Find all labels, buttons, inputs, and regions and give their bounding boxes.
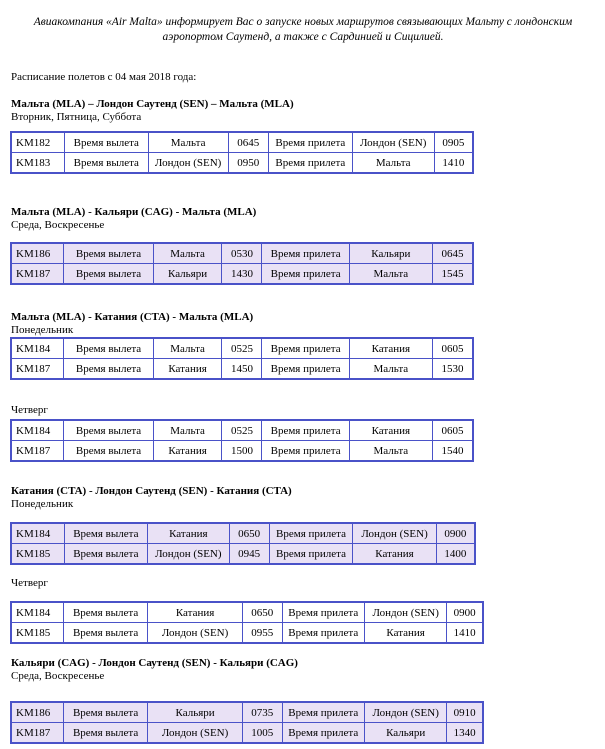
intro-text: Авиакомпания «Air Malta» информирует Вас о запуске новых маршрутов связывающих Мальту с лондонским аэропортом Саутенд, а также с Сардинией и Сицилией.: [33, 16, 573, 43]
departure-airport: Мальта: [148, 133, 228, 153]
arrival-time: 1545: [432, 264, 472, 284]
arrival-label: Время прилета: [282, 603, 364, 623]
arrival-time: 0900: [447, 603, 483, 623]
arrival-time: 0910: [447, 703, 483, 723]
arrival-airport: Лондон (SEN): [353, 524, 437, 544]
departure-label: Время вылета: [64, 244, 153, 264]
table-row: [12, 703, 483, 723]
table-row: [12, 623, 483, 643]
departure-time: 0530: [222, 244, 262, 264]
departure-label: Время вылета: [63, 703, 147, 723]
route-days: Вторник, Пятница, Суббота: [11, 111, 142, 123]
arrival-time: 1530: [432, 359, 472, 379]
departure-time: 0945: [229, 544, 269, 564]
departure-airport: Лондон (SEN): [148, 544, 229, 564]
departure-time: 0525: [222, 339, 262, 359]
table-row: [12, 524, 475, 544]
departure-airport: Лондон (SEN): [148, 153, 228, 173]
departure-airport: Катания: [148, 524, 229, 544]
arrival-time: 1400: [436, 544, 474, 564]
flight-number: KM185: [12, 544, 65, 564]
departure-label: Время вылета: [64, 421, 153, 441]
departure-label: Время вылета: [64, 339, 153, 359]
departure-airport: Мальта: [153, 421, 222, 441]
arrival-airport: Лондон (SEN): [364, 603, 446, 623]
flight-number: KM187: [12, 441, 64, 461]
table-row: [12, 603, 483, 623]
flight-number: KM187: [12, 359, 64, 379]
departure-time: 1450: [222, 359, 262, 379]
arrival-label: Время прилета: [262, 441, 349, 461]
arrival-label: Время прилета: [262, 359, 349, 379]
flight-number: KM182: [12, 133, 65, 153]
departure-airport: Лондон (SEN): [148, 723, 243, 743]
departure-time: 0645: [228, 133, 268, 153]
table-row: [12, 421, 473, 441]
flight-number: KM185: [12, 623, 64, 643]
arrival-airport: Мальта: [349, 359, 432, 379]
departure-airport: Катания: [153, 359, 222, 379]
arrival-label: Время прилета: [269, 544, 353, 564]
table-row: [12, 244, 473, 264]
route-days: Среда, Воскресенье: [11, 219, 105, 231]
arrival-label: Время прилета: [282, 723, 364, 743]
schedule-label: Расписание полетов с 04 мая 2018 года:: [11, 71, 197, 83]
arrival-airport: Катания: [349, 339, 432, 359]
route-title: Кальяри (CAG) - Лондон Саутенд (SEN) - Кальяри (CAG): [11, 657, 298, 669]
arrival-time: 0605: [432, 339, 472, 359]
arrival-airport: Мальта: [349, 264, 432, 284]
table-row: [12, 544, 475, 564]
arrival-time: 0900: [436, 524, 474, 544]
departure-label: Время вылета: [63, 623, 147, 643]
flight-table: [11, 132, 473, 173]
departure-label: Время вылета: [63, 603, 147, 623]
table-row: [12, 133, 473, 153]
arrival-time: 0645: [432, 244, 472, 264]
flight-number: KM186: [12, 244, 64, 264]
arrival-label: Время прилета: [262, 339, 349, 359]
arrival-label: Время прилета: [262, 244, 349, 264]
departure-time: 1500: [222, 441, 262, 461]
departure-time: 1005: [242, 723, 282, 743]
departure-airport: Катания: [153, 441, 222, 461]
route-title: Мальта (MLA) - Катания (CTA) - Мальта (MLA): [11, 311, 254, 323]
route-title: Мальта (MLA) - Кальяри (CAG) - Мальта (MLA): [11, 206, 257, 218]
route-days: Понедельник: [11, 324, 74, 336]
departure-label: Время вылета: [64, 544, 148, 564]
arrival-time: 1540: [432, 441, 472, 461]
flight-table: [11, 338, 473, 379]
route-days: Четверг: [11, 577, 48, 589]
flight-number: KM184: [12, 421, 64, 441]
arrival-airport: Катания: [353, 544, 437, 564]
flight-table: [11, 420, 473, 461]
arrival-airport: Мальта: [352, 153, 434, 173]
flight-table: [11, 243, 473, 284]
arrival-airport: Мальта: [349, 441, 432, 461]
departure-label: Время вылета: [63, 723, 147, 743]
arrival-time: 1410: [434, 153, 472, 173]
arrival-label: Время прилета: [268, 133, 352, 153]
departure-time: 0650: [242, 603, 282, 623]
departure-time: 0950: [228, 153, 268, 173]
arrival-label: Время прилета: [282, 623, 364, 643]
flight-number: KM184: [12, 524, 65, 544]
arrival-label: Время прилета: [262, 264, 349, 284]
departure-airport: Мальта: [153, 339, 222, 359]
departure-label: Время вылета: [64, 359, 153, 379]
flight-table: [11, 702, 483, 743]
departure-airport: Лондон (SEN): [148, 623, 243, 643]
arrival-airport: Кальяри: [364, 723, 446, 743]
table-row: [12, 441, 473, 461]
arrival-label: Время прилета: [269, 524, 353, 544]
departure-label: Время вылета: [64, 441, 153, 461]
departure-label: Время вылета: [64, 153, 148, 173]
table-row: [12, 359, 473, 379]
departure-airport: Кальяри: [148, 703, 243, 723]
flight-table: [11, 523, 475, 564]
arrival-airport: Катания: [364, 623, 446, 643]
route-title: Мальта (MLA) – Лондон Саутенд (SEN) – Мальта (MLA): [11, 98, 294, 110]
table-row: [12, 339, 473, 359]
arrival-time: 1410: [447, 623, 483, 643]
table-row: [12, 723, 483, 743]
departure-airport: Кальяри: [153, 264, 222, 284]
arrival-label: Время прилета: [268, 153, 352, 173]
departure-airport: Катания: [148, 603, 243, 623]
flight-number: KM187: [12, 264, 64, 284]
arrival-time: 1340: [447, 723, 483, 743]
flight-number: KM187: [12, 723, 64, 743]
departure-airport: Мальта: [153, 244, 222, 264]
flight-number: KM184: [12, 339, 64, 359]
route-days: Понедельник: [11, 498, 74, 510]
table-row: [12, 264, 473, 284]
table-row: [12, 153, 473, 173]
departure-time: 1430: [222, 264, 262, 284]
arrival-airport: Лондон (SEN): [352, 133, 434, 153]
flight-number: KM186: [12, 703, 64, 723]
flight-number: KM183: [12, 153, 65, 173]
arrival-time: 0905: [434, 133, 472, 153]
arrival-airport: Кальяри: [349, 244, 432, 264]
route-title: Катания (CTA) - Лондон Саутенд (SEN) - Катания (CTA): [11, 485, 292, 497]
route-days: Среда, Воскресенье: [11, 670, 105, 682]
departure-time: 0955: [242, 623, 282, 643]
departure-label: Время вылета: [64, 264, 153, 284]
flight-table: [11, 602, 483, 643]
arrival-label: Время прилета: [262, 421, 349, 441]
departure-time: 0650: [229, 524, 269, 544]
departure-time: 0525: [222, 421, 262, 441]
flight-number: KM184: [12, 603, 64, 623]
route-days: Четверг: [11, 404, 48, 416]
departure-time: 0735: [242, 703, 282, 723]
departure-label: Время вылета: [64, 133, 148, 153]
arrival-label: Время прилета: [282, 703, 364, 723]
departure-label: Время вылета: [64, 524, 148, 544]
arrival-airport: Катания: [349, 421, 432, 441]
arrival-airport: Лондон (SEN): [364, 703, 446, 723]
arrival-time: 0605: [432, 421, 472, 441]
